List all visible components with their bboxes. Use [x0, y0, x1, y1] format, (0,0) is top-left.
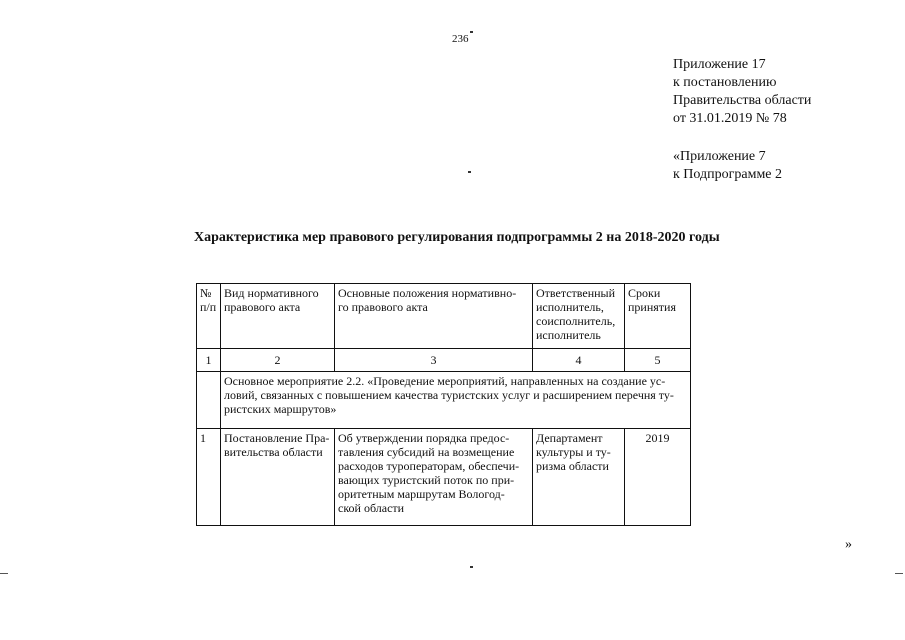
- appendix-line: Правительства области: [673, 93, 812, 108]
- page-number: 236: [452, 33, 469, 45]
- column-number-cell: 3: [335, 349, 533, 372]
- header-cell-deadline: [625, 284, 691, 349]
- executor-cell: [533, 429, 625, 526]
- appendix-line: от 31.01.2019 № 78: [673, 111, 787, 126]
- header-text: Основные положения нормативно-: [338, 286, 517, 300]
- scan-edge-mark: [0, 573, 8, 574]
- cell-text: культуры и ту-: [536, 445, 611, 459]
- column-number-row: [197, 349, 691, 372]
- provisions-cell: [335, 429, 533, 526]
- appendix-block: [673, 56, 811, 128]
- column-number-cell: 1: [197, 349, 221, 372]
- section-text: ристских маршрутов»: [224, 402, 337, 416]
- cell-text: вительства области: [224, 445, 323, 459]
- appendix-line: Приложение 17: [673, 57, 766, 72]
- table-row: [197, 429, 691, 526]
- header-text: исполнитель: [536, 328, 601, 342]
- scan-speck: [468, 171, 471, 173]
- column-number-cell: 4: [533, 349, 625, 372]
- scan-speck: [470, 566, 473, 568]
- section-text: ловий, связанных с повышением качества туристских услуг и расширением перечня ту-: [224, 388, 674, 402]
- header-text: Вид нормативного: [224, 286, 319, 300]
- inner-appendix-block: [673, 148, 782, 184]
- header-text: го правового акта: [338, 300, 428, 314]
- header-text: п/п: [200, 300, 217, 314]
- section-title-cell: [221, 372, 691, 429]
- header-text: исполнитель,: [536, 300, 604, 314]
- deadline-cell: 2019: [625, 429, 691, 526]
- inner-appendix-line: «Приложение 7: [673, 149, 766, 164]
- column-number-cell: 5: [625, 349, 691, 372]
- regulation-table: [196, 283, 691, 526]
- scan-edge-mark: [895, 573, 903, 574]
- act-type-cell: [221, 429, 335, 526]
- column-number-cell: 2: [221, 349, 335, 372]
- cell-text: Постановление Пра-: [224, 431, 330, 445]
- row-number-cell: 1: [197, 429, 221, 526]
- section-empty-cell: [197, 372, 221, 429]
- header-text: соисполнитель,: [536, 314, 616, 328]
- cell-text: ской области: [338, 501, 405, 515]
- section-text: Основное мероприятие 2.2. «Проведение мероприятий, направленных на создание ус-: [224, 374, 666, 388]
- header-cell-provisions: [335, 284, 533, 349]
- header-cell-number: [197, 284, 221, 349]
- scan-speck: [470, 31, 473, 33]
- header-cell-act-type: [221, 284, 335, 349]
- header-text: правового акта: [224, 300, 301, 314]
- header-text: Ответственный: [536, 286, 616, 300]
- section-row: [197, 372, 691, 429]
- header-cell-executor: [533, 284, 625, 349]
- inner-appendix-line: к Подпрограмме 2: [673, 167, 783, 182]
- table-header-row: [197, 284, 691, 349]
- cell-text: ризма области: [536, 459, 609, 473]
- cell-text: расходов туроператорам, обеспечи-: [338, 459, 520, 473]
- document-title: Характеристика мер правового регулирования подпрограммы 2 на 2018-2020 годы: [194, 230, 720, 245]
- cell-text: тавления субсидий на возмещение: [338, 445, 515, 459]
- cell-text: Департамент: [536, 431, 603, 445]
- cell-text: Об утверждении порядка предос-: [338, 431, 510, 445]
- header-text: №: [200, 286, 212, 300]
- header-text: принятия: [628, 300, 676, 314]
- appendix-line: к постановлению: [673, 75, 777, 90]
- cell-text: вающих туристский поток по при-: [338, 473, 515, 487]
- header-text: Сроки: [628, 286, 661, 300]
- closing-quote: »: [845, 537, 852, 552]
- cell-text: оритетным маршрутам Вологод-: [338, 487, 505, 501]
